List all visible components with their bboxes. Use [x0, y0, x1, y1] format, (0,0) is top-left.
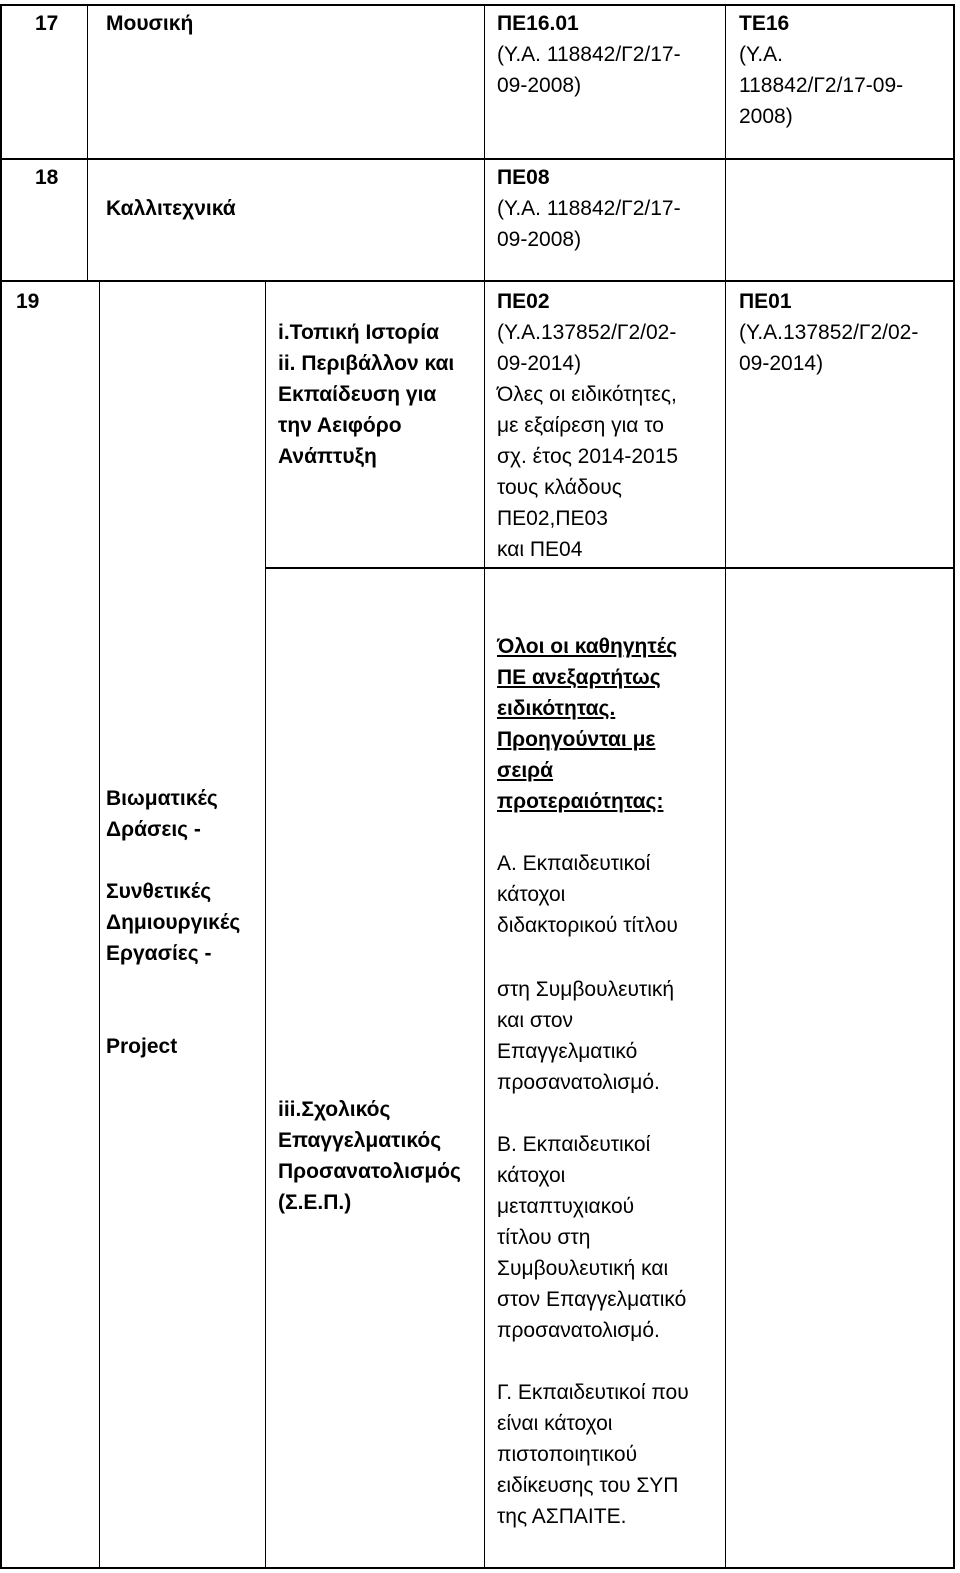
specialty-code: ΠΕ08 — [497, 166, 550, 189]
subject-line: Δράσεις - — [106, 818, 201, 841]
priority-b-line: μεταπτυχιακού — [497, 1195, 635, 1218]
col-divider-number — [87, 4, 88, 282]
subtopic-line: Ανάπτυξη — [278, 445, 377, 468]
specialty-code: ΠΕ16.01 — [497, 12, 579, 35]
priority-b-line: τίτλου στη — [497, 1226, 591, 1249]
priority-header-line: προτεραιότητας: — [497, 790, 664, 813]
subtopic-line: iii.Σχολικός — [278, 1098, 391, 1121]
specialty-text-line: 09-2008) — [497, 74, 582, 97]
row-number: 18 — [35, 166, 59, 189]
table-border-left — [0, 4, 2, 1569]
subject-line: Project — [106, 1035, 178, 1058]
priority-a-line: προσανατολισμό. — [497, 1071, 660, 1094]
subtopic-cell — [278, 1094, 461, 1218]
first-specialty-cell — [497, 631, 689, 1532]
row-divider-17-18 — [0, 158, 955, 160]
priority-header-line: ΠΕ ανεξαρτήτως — [497, 666, 661, 689]
subtopic-cell — [278, 317, 454, 472]
priority-b-line: στον Επαγγελματικό — [497, 1288, 687, 1311]
specialty-text-line: (Υ.Α.137852/Γ2/02- — [497, 321, 677, 344]
row-number: 17 — [35, 12, 59, 35]
specialty-text-line: 09-2014) — [497, 352, 582, 375]
priority-a-line: κάτοχοι — [497, 883, 566, 906]
row-number: 19 — [16, 290, 40, 313]
priority-header-line: ειδικότητας. — [497, 697, 616, 720]
subtopic-line: την Αειφόρο — [278, 414, 402, 437]
priority-c-line: Γ. Εκπαιδευτικοί που — [497, 1381, 689, 1404]
second-specialty-cell — [739, 286, 918, 379]
specialty-text-line: ΠΕ02,ΠΕ03 — [497, 507, 608, 530]
subject-cell — [106, 783, 240, 1062]
subject-line: Συνθετικές — [106, 880, 212, 903]
specialty-text-line: (Υ.Α. 118842/Γ2/17- — [497, 43, 681, 66]
priority-b-line: Β. Εκπαιδευτικοί — [497, 1133, 651, 1156]
specialty-text-line: 09-2008) — [497, 228, 582, 251]
priority-c-line: είναι κάτοχοι — [497, 1412, 613, 1435]
subtopic-line: i.Τοπική Ιστορία — [278, 321, 440, 344]
subject-cell: Καλλιτεχνικά — [106, 197, 236, 220]
specialty-text-line: σχ. έτος 2014-2015 — [497, 445, 679, 468]
subject-line: Δημιουργικές — [106, 911, 241, 934]
col-divider-subtopic — [265, 281, 266, 1569]
subject-line: Βιωματικές — [106, 787, 218, 810]
specialty-text-line: και ΠΕ04 — [497, 538, 583, 561]
table-border-top — [0, 4, 955, 6]
priority-header-line: σειρά — [497, 759, 554, 782]
col-divider-subject — [99, 281, 100, 1569]
specialty-text-line: (Υ.Α.137852/Γ2/02- — [739, 321, 919, 344]
priority-b-line: προσανατολισμό. — [497, 1319, 660, 1342]
priority-a-line: Επαγγελματικό — [497, 1040, 638, 1063]
subtopic-line: Επαγγελματικός — [278, 1129, 442, 1152]
specialty-code: ΤΕ16 — [739, 12, 790, 35]
subtopic-line: Προσανατολισμός — [278, 1160, 461, 1183]
subrow-divider-19 — [265, 567, 955, 569]
priority-a-line: διδακτορικού τίτλου — [497, 914, 678, 937]
priority-b-line: Συμβουλευτική και — [497, 1257, 669, 1280]
priority-header-line: Όλοι οι καθηγητές — [497, 635, 678, 658]
first-specialty-cell — [497, 286, 678, 565]
priority-c-line: της ΑΣΠΑΙΤΕ. — [497, 1505, 627, 1528]
subtopic-line: ii. Περιβάλλον και — [278, 352, 455, 375]
first-specialty-cell — [497, 162, 681, 255]
specialty-code: ΠΕ02 — [497, 290, 550, 313]
priority-a-line: Α. Εκπαιδευτικοί — [497, 852, 651, 875]
subject-cell: Μουσική — [106, 12, 194, 35]
specialty-text-line: 09-2014) — [739, 352, 824, 375]
row-divider-18-19 — [0, 280, 955, 282]
second-specialty-cell — [739, 8, 903, 132]
subtopic-line: Εκπαίδευση για — [278, 383, 437, 406]
priority-b-line: κάτοχοι — [497, 1164, 566, 1187]
priority-a-line: στη Συμβουλευτική — [497, 978, 675, 1001]
specialty-text-line: 2008) — [739, 105, 793, 128]
priority-header-line: Προηγούνται με — [497, 728, 656, 751]
specialty-text-line: 118842/Γ2/17-09- — [739, 74, 904, 97]
specialty-code: ΠΕ01 — [739, 290, 792, 313]
specialty-text-line: (Υ.Α. 118842/Γ2/17- — [497, 197, 681, 220]
subtopic-line: (Σ.Ε.Π.) — [278, 1191, 352, 1214]
col-divider-second-specialty — [725, 4, 726, 1569]
specialty-text-line: (Υ.Α. — [739, 43, 783, 66]
priority-a-line: και στον — [497, 1009, 574, 1032]
subject-line: Εργασίες - — [106, 942, 212, 965]
priority-c-line: ειδίκευσης του ΣΥΠ — [497, 1474, 679, 1497]
priority-c-line: πιστοποιητικού — [497, 1443, 638, 1466]
first-specialty-cell — [497, 8, 681, 101]
table-border-right — [953, 4, 955, 1569]
col-divider-first-specialty — [484, 4, 485, 1569]
specialty-text-line: Όλες οι ειδικότητες, — [497, 383, 677, 406]
table-border-bottom — [0, 1567, 955, 1569]
specialty-text-line: τους κλάδους — [497, 476, 622, 499]
specialty-text-line: με εξαίρεση για το — [497, 414, 664, 437]
